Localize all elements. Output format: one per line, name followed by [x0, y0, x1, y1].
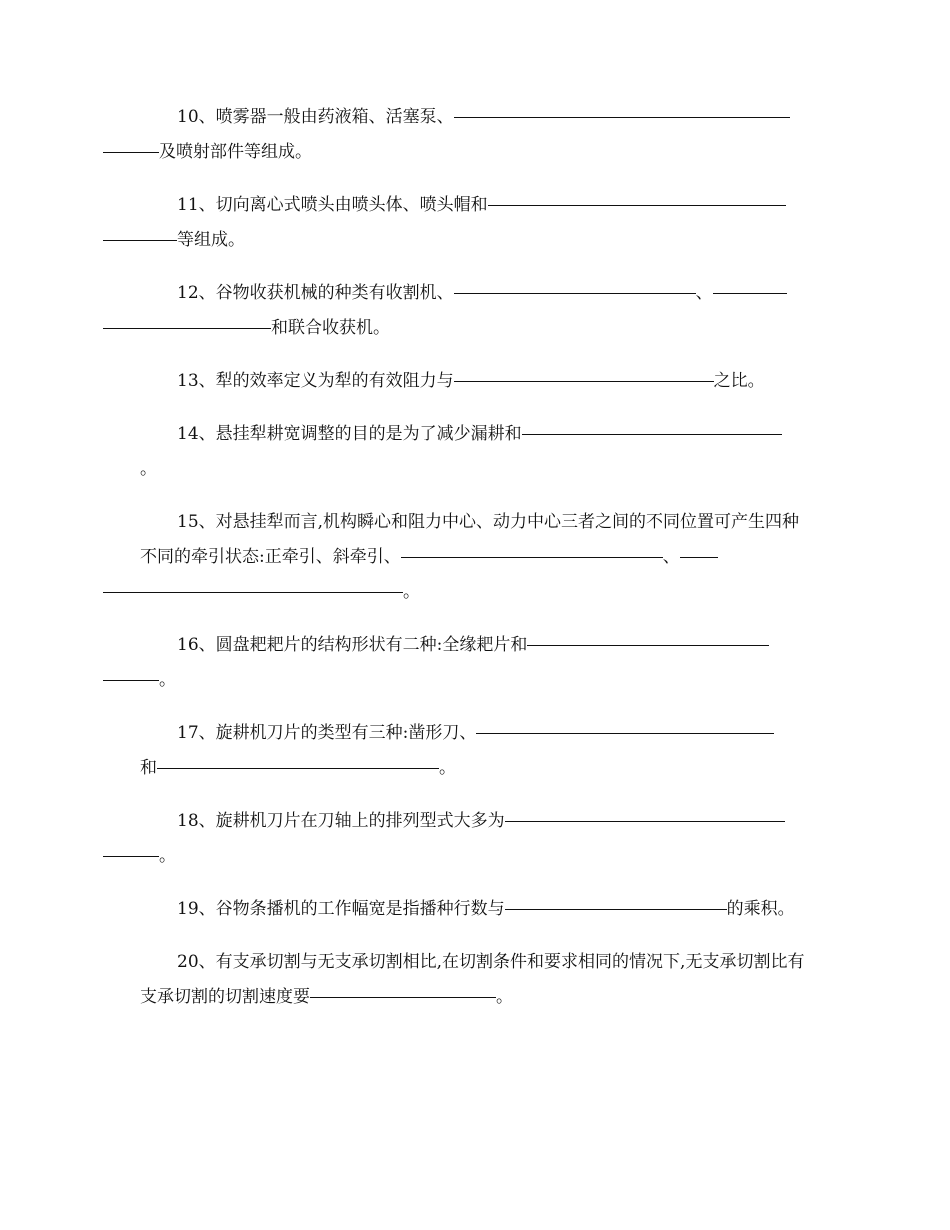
question-text: 。 — [439, 758, 456, 778]
question-text: 、 — [695, 283, 713, 303]
question-text: 悬挂犁耕宽调整的目的是为了减少漏耕和 — [215, 424, 522, 444]
answer-blank — [680, 556, 718, 558]
answer-blank — [488, 204, 786, 206]
question-number: 13、 — [177, 371, 216, 391]
answer-blank — [103, 327, 271, 329]
answer-blank — [713, 292, 787, 294]
question-text: 旋耕机刀片在刀轴上的排列型式大多为 — [215, 811, 505, 831]
question-number: 16、 — [177, 635, 216, 655]
answer-blank — [310, 996, 496, 998]
question-number: 15、 — [177, 512, 216, 532]
answer-blank — [103, 151, 159, 153]
question-number: 12、 — [177, 283, 216, 303]
question-text: 及喷射部件等组成。 — [159, 142, 312, 162]
answer-blank — [505, 908, 727, 910]
answer-blank — [103, 855, 159, 857]
question-text: 犁的效率定义为犁的有效阻力与 — [215, 371, 454, 391]
question-number: 11、 — [177, 195, 216, 215]
question-text: 和联合收获机。 — [271, 318, 390, 338]
answer-blank — [157, 767, 439, 769]
question-text: 和 — [140, 758, 157, 778]
question-text: 。 — [496, 987, 513, 1007]
question-18 — [140, 804, 812, 874]
question-20 — [140, 945, 812, 1015]
question-13 — [140, 364, 812, 399]
question-12 — [140, 276, 812, 346]
question-number: 17、 — [177, 723, 216, 743]
question-17 — [140, 716, 812, 786]
question-text: 之比。 — [713, 371, 765, 391]
question-text: 对悬挂犁而言,机构瞬心和阻力中心、动力中心三者之间的不同位置可产生四种不同的牵引状态:正牵引、斜牵引、 — [140, 512, 800, 567]
question-text: 谷物条播机的工作幅宽是指播种行数与 — [215, 899, 505, 919]
question-text: 旋耕机刀片的类型有三种:凿形刀、 — [215, 723, 477, 743]
question-text: 圆盘耙耙片的结构形状有二种:全缘耙片和 — [215, 635, 528, 655]
question-number: 14、 — [177, 424, 216, 444]
question-text: 。 — [159, 670, 176, 690]
question-text: 。 — [403, 582, 420, 602]
question-text: 、 — [662, 547, 680, 567]
question-number: 10、 — [177, 107, 216, 127]
question-text: 。 — [159, 846, 176, 866]
answer-blank — [103, 239, 177, 241]
answer-blank — [401, 556, 663, 558]
question-16 — [140, 628, 812, 698]
answer-blank — [476, 732, 774, 734]
document-page — [140, 100, 812, 1033]
question-text: 的乘积。 — [726, 899, 795, 919]
question-15 — [140, 505, 812, 610]
question-text: 等组成。 — [177, 230, 245, 250]
answer-blank — [454, 116, 790, 118]
question-10 — [140, 100, 812, 170]
question-text: 切向离心式喷头由喷头体、喷头帽和 — [215, 195, 488, 215]
question-text: 有支承切割与无支承切割相比,在切割条件和要求相同的情况下,无支承切割比有支承切割的切割速度要 — [140, 952, 805, 1007]
answer-blank — [103, 591, 403, 593]
question-14 — [140, 417, 812, 487]
answer-blank — [522, 433, 782, 435]
answer-blank — [505, 820, 785, 822]
answer-blank — [454, 292, 696, 294]
question-number: 19、 — [177, 899, 216, 919]
question-text: 。 — [140, 459, 157, 479]
question-number: 20、 — [177, 952, 216, 972]
answer-blank — [454, 380, 714, 382]
answer-blank — [103, 679, 159, 681]
question-number: 18、 — [177, 811, 216, 831]
question-19 — [140, 892, 812, 927]
question-11 — [140, 188, 812, 258]
answer-blank — [527, 644, 769, 646]
question-text: 喷雾器一般由药液箱、活塞泵、 — [215, 107, 454, 127]
question-text: 谷物收获机械的种类有收割机、 — [215, 283, 454, 303]
